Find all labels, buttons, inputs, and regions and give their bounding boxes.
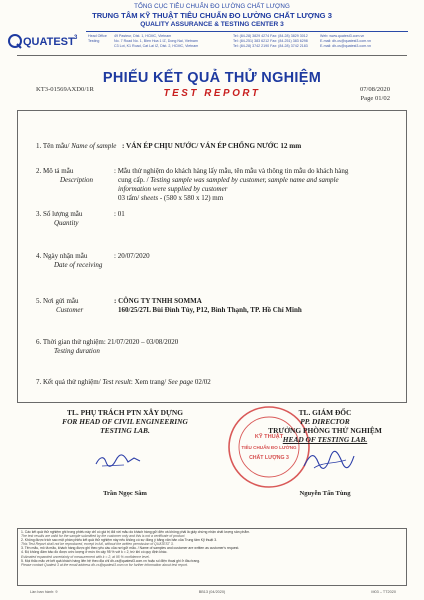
office-address: C3 Lot, K1 Road, Cat Lai IZ, Dist. 2, HCMC, Vietnam: [114, 44, 199, 49]
field-received-label-en: Date of receiving: [54, 261, 103, 269]
right-signatory-name: Nguyễn Tấn Tùng: [299, 490, 351, 497]
left-title-vn: TL. PHỤ TRÁCH PTN XÂY DỰNG: [67, 408, 183, 417]
description-line-2: [118, 176, 339, 184]
description-line-3: information were supplied by customer: [118, 185, 228, 193]
field-quantity-label: 3. Số lượng mẫu: [36, 210, 83, 218]
right-signature: [300, 450, 356, 472]
note-line: 4. Độ không đảm bảo đo được ước lượng ở mức tin cậy 95 % với k = 2, trừ khi có quy định khác.: [21, 550, 168, 555]
office-address: No. 7 Road No. 1, Bien Hoa 1 IZ, Dong Nai, Vietnam: [114, 39, 198, 44]
result-value-en: See page: [168, 378, 194, 386]
stamp-text-top: KỸ THUẬT: [254, 434, 284, 440]
page-number: Page 01/02: [360, 95, 390, 102]
right-title-en-1: PP. DIRECTOR: [300, 417, 350, 426]
note-line: This Test Report shall not be reproduced, except in full, without the written permission of QUATEST 3.: [21, 542, 174, 547]
agency-name: TỔNG CỤC TIÊU CHUẨN ĐO LƯỜNG CHẤT LƯỢNG: [134, 3, 290, 10]
stamp-text-bot: CHẤT LƯỢNG 3: [249, 455, 289, 461]
footer-form-code: BB13 (04/2020): [198, 590, 226, 594]
report-date: 07/08/2020: [359, 86, 390, 93]
description-line-1: : Mẫu thử nghiệm do khách hàng lấy mẫu, tên mẫu và thông tin mẫu do khách hàng: [114, 167, 349, 175]
office-phone: Tel: (84-251) 383 6212 Fax: (84-251) 383 6298: [233, 39, 308, 44]
right-title-en-2: HEAD OF TESTING LAB.: [282, 435, 368, 444]
description-line-4: [118, 194, 223, 202]
left-signature: [94, 452, 144, 470]
result-page: 02/02: [193, 378, 211, 386]
right-title-vn: TL. GIÁM ĐỐC: [298, 408, 352, 417]
header-divider: [86, 31, 408, 32]
center-name-en: QUALITY ASSURANCE & TESTING CENTER 3: [140, 21, 284, 28]
description-unit: sheets: [140, 194, 159, 202]
office-labels: [88, 34, 107, 44]
left-signatory-title: [30, 408, 220, 435]
left-signatory-name: Trần Ngọc Sâm: [103, 490, 147, 497]
left-title-en-2: TESTING LAB.: [100, 426, 150, 435]
office-label: Testing: [88, 39, 100, 44]
quatest-logo: [7, 29, 89, 53]
report-reference: KT3-01569AXD0/1R: [36, 86, 94, 93]
left-title-en-1: FOR HEAD OF CIVIL ENGINEERING: [62, 417, 188, 426]
description-size: - (580 x 580 x 12) mm: [158, 194, 224, 202]
note-line: The test results are valid for the sample submitted by the customer only and this is not a certificate of product.: [21, 534, 186, 539]
received-value: : 20/07/2020: [114, 252, 150, 260]
result-value: : Xem trang/: [130, 378, 169, 386]
note-line: Please contact Quatest 3 at the email address dh-cs@quatest3.com.vn for further information about test report.: [21, 562, 188, 567]
description-text: cung cấp. /: [118, 176, 151, 184]
field-duration: 6. Thời gian thử nghiệm: 21/07/2020 – 03/08/2020: [36, 338, 179, 346]
field-label-en: Name of sample: [71, 142, 117, 150]
field-label: 1. Tên mẫu/: [36, 142, 72, 150]
office-email: Web: www.quatest3.com.vn: [320, 34, 365, 38]
customer-name: : CÔNG TY TNHH SOMMA: [114, 297, 202, 305]
footer-doc-code: M03 – TT2020: [371, 590, 396, 594]
field-received-label: 4. Ngày nhận mẫu: [36, 252, 88, 260]
note-line: 3. Tên mẫu, mô tả mẫu, khách hàng được ghi theo yêu cầu của nơi gửi mẫu. / Name of samples and customer are written as customer's request.: [21, 546, 240, 551]
header-bottom-rule: [17, 55, 407, 56]
report-title-vn: PHIẾU KẾT QUẢ THỬ NGHIỆM: [102, 70, 322, 86]
footer-issue: Lần ban hành: 9: [30, 590, 58, 594]
field-duration-label-en: Testing duration: [54, 347, 100, 355]
office-phones: [233, 34, 308, 50]
description-text-en: Testing sample was sampled by customer, sample name and sample: [150, 176, 339, 184]
field-customer-label: 5. Nơi gửi mẫu: [36, 297, 79, 305]
logo-sup: 3: [74, 35, 78, 41]
office-emails: [320, 34, 371, 50]
customer-address: 160/25/27L Bùi Đình Túy, P12, Bình Thạnh, TP. Hồ Chí Minh: [118, 306, 302, 314]
center-name-vn: TRUNG TÂM KỸ THUẬT TIÊU CHUẨN ĐO LƯỜNG CHẤT LƯỢNG 3: [92, 11, 332, 20]
result-label: 7. Kết quả thử nghiệm/: [36, 378, 103, 386]
field-quantity-label-en: Quantity: [54, 219, 79, 227]
report-notes: [17, 528, 407, 586]
field-sample-name: [36, 142, 116, 150]
stamp-text-mid: TIÊU CHUẨN ĐO LƯỜNG: [241, 445, 297, 450]
office-email: E-mail: dh-cs@quatest3.com.vn: [320, 44, 371, 49]
office-phone: Tel: (84-28) 3742 2190 Fax: (84-28) 3742 2183: [233, 44, 308, 49]
sample-name-value: : VÁN ÉP CHỊU NƯỚC/ VÁN ÉP CHỐNG NƯỚC 12 mm: [122, 142, 302, 150]
field-customer-label-en: Customer: [56, 306, 84, 314]
office-email: E-mail: dh-cs@quatest3.com.vn: [320, 39, 371, 44]
field-test-result: [36, 378, 211, 386]
right-signatory-title: [240, 408, 410, 444]
description-qty: 03 tấm/: [118, 194, 141, 202]
office-addresses: [114, 34, 198, 50]
field-description-label: 2. Mô tả mẫu: [36, 167, 74, 175]
report-title-en: TEST REPORT: [163, 88, 261, 99]
field-description-label-en: Description: [60, 176, 94, 184]
office-label: Head Office: [88, 34, 107, 38]
note-line: 2. Không được trích sao một phần phiếu kết quả thử nghiệm này nếu không có sự đồng ý bằng văn bản của Trung tâm Kỹ thuật 3.: [21, 538, 218, 543]
result-label-en: Test result: [102, 378, 131, 386]
note-line: 1. Các kết quả thử nghiệm ghi trong phiếu này chỉ có giá trị đối với mẫu do khách hàng gửi đến và không phải là giấy chứng nhận chất lượng sản phẩm.: [21, 530, 250, 534]
right-title-vn-2: TRƯỞNG PHÒNG THỬ NGHIỆM: [268, 426, 382, 435]
logo-text: QUATEST: [23, 36, 75, 48]
note-line: Estimated expanded uncertainty of measurement with k = 2, at 95 % confidence level.: [21, 554, 150, 559]
office-phone: Tel: (84-28) 3829 4274 Fax: (84-28) 3829 3012: [233, 34, 308, 38]
note-line: 5. Mọi thắc mắc về kết quả khách hàng liên hệ theo địa chỉ dh-cs@quatest3.com.vn hoặc số điện thoại ghi ở đầu trang.: [21, 558, 201, 563]
office-address: 49 Pasteur, Dist. 1, HCMC, Vietnam: [114, 34, 172, 38]
quantity-value: : 01: [114, 210, 125, 218]
